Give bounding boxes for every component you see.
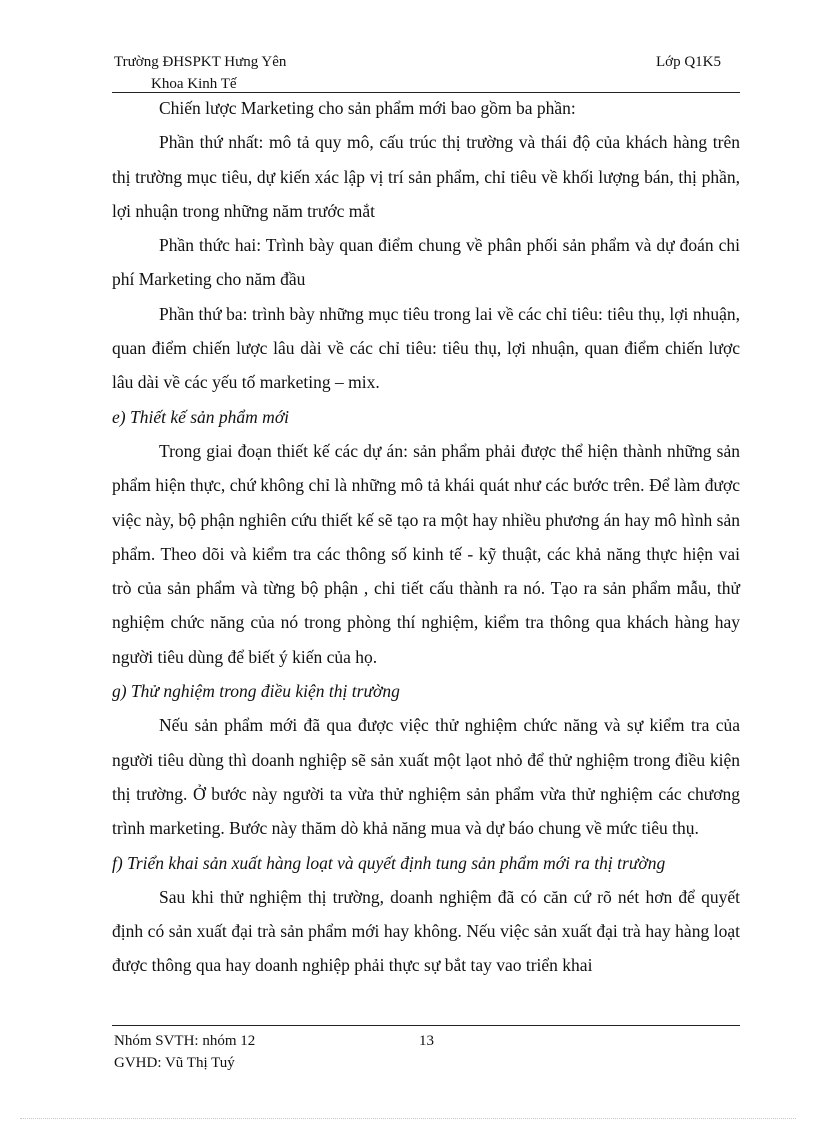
paragraph-design: Trong giai đoạn thiết kế các dự án: sản phẩm phải được thể hiện thành những sản phẩm hiện thực, chứ không chỉ là những mô tả khái quát như các bước trên. Để làm được việc này, bộ phận nghiên cứu thiết kế sẽ tạo ra một hay nhiều phương án hay mô hình sản phẩm. Theo dõi và kiểm tra các thông số kinh tế - kỹ thuật, các khả năng thực hiện vai trò của sản phẩm và từng bộ phận , chi tiết cấu thành ra nó. Tạo ra sản phẩm mẫu, thử nghiệm chức năng của nó trong phòng thí nghiệm, kiểm tra thông qua khách hàng hay người tiêu dùng để biết ý kiến của họ. xyxy=(112,440,740,667)
paragraph-part-three: Phần thứ ba: trình bày những mục tiêu trong lai về các chỉ tiêu: tiêu thụ, lợi nhuận, quan điểm chiến lược lâu dài về các chỉ tiêu: tiêu thụ, lợi nhuận, quan điểm chiến lược lâu dài về các yếu tố marketing – mix. xyxy=(112,303,740,393)
footer-rule xyxy=(112,1025,740,1026)
header-class: Lớp Q1K5 xyxy=(656,54,722,70)
section-heading-f: f) Triển khai sản xuất hàng loạt và quyết định tung sản phẩm mới ra thị trường xyxy=(112,852,666,873)
paragraph-part-one: Phần thứ nhất: mô tả quy mô, cấu trúc thị trường và thái độ của khách hàng trên thị trường mục tiêu, dự kiến xác lập vị trí sản phẩm, chỉ tiêu về khối lượng bán, thị phần, lợi nhuận trong những năm trước mắt xyxy=(112,132,740,221)
paragraph-mass-production: Sau khi thử nghiệm thị trường, doanh nghiệm đã có căn cứ rõ nét hơn để quyết định có sản xuất đại trà sản phẩm mới hay không. Nếu việc sản xuất đại trà hay hàng loạt được thông qua hay doanh nghiệp phải thực sự bắt tay vao triển khai xyxy=(112,886,740,976)
header-school: Trường ĐHSPKT Hưng Yên xyxy=(114,54,287,70)
document-body xyxy=(112,91,740,983)
section-heading-g: g) Thử nghiệm trong điều kiện thị trường xyxy=(112,681,400,702)
header-faculty: Khoa Kinh Tế xyxy=(151,76,237,92)
paragraph-intro: Chiến lược Marketing cho sản phẩm mới bao gồm ba phần: xyxy=(159,98,576,118)
paragraph-part-two: Phần thức hai: Trình bày quan điểm chung về phân phối sản phẩm và dự đoán chi phí Marketing cho năm đầu xyxy=(112,235,740,290)
page-bottom-divider xyxy=(20,1118,796,1119)
footer-group: Nhóm SVTH: nhóm 12 xyxy=(114,1033,256,1049)
paragraph-market-test: Nếu sản phẩm mới đã qua được việc thử nghiệm chức năng và sự kiểm tra của người tiêu dùng thì doanh nghiệp sẽ sản xuất một lạot nhỏ để thử nghiệm trong điều kiện thị trường. Ở bước này người ta vừa thử nghiệm sản phẩm vừa thử nghiệm các chương trình marketing. Bước này thăm dò khả năng mua và dự báo chung về mức tiêu thụ. xyxy=(112,715,740,839)
footer-instructor: GVHD: Vũ Thị Tuý xyxy=(114,1055,235,1071)
page-number: 13 xyxy=(419,1033,434,1049)
section-heading-e: e) Thiết kế sản phẩm mới xyxy=(112,406,290,427)
